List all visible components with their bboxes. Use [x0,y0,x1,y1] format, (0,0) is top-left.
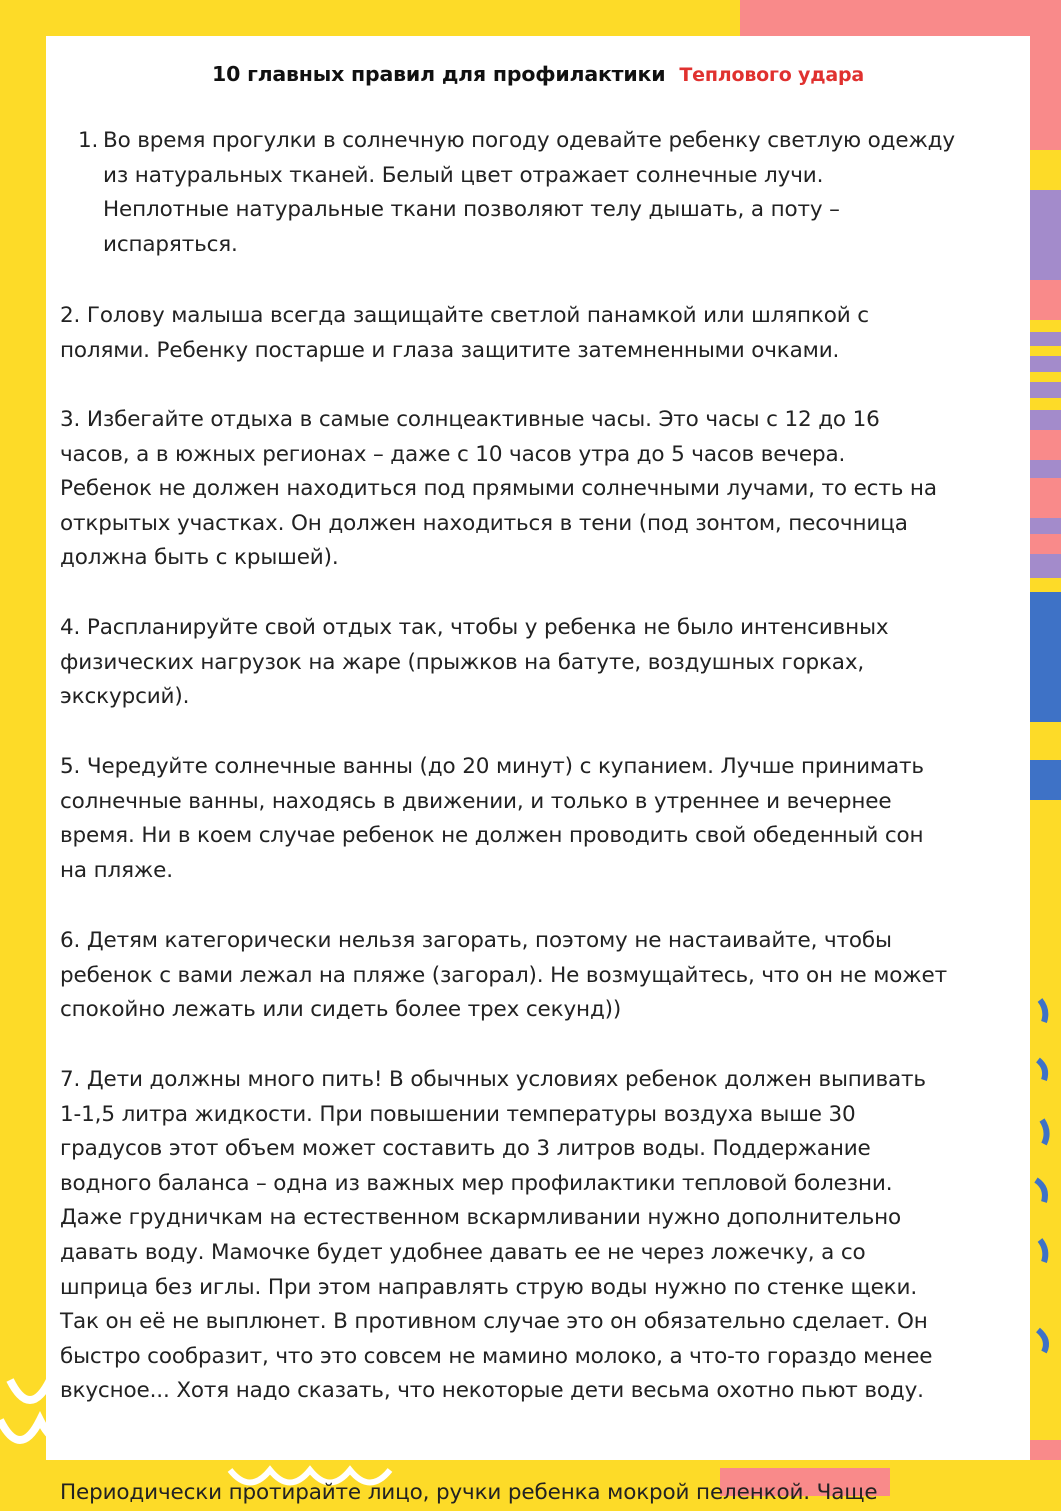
rule-7-line: вкусное... Хотя надо сказать, что некоторые дети весьма охотно пьют воду. [60,1378,924,1404]
rule-6-line: спокойно лежать или сидеть более трех секунд)) [60,997,622,1023]
rule-5-line: 5. Чередуйте солнечные ванны (до 20 минут) с купанием. Лучше принимать [60,754,924,779]
rule-7-line: градусов этот объем может составить до 3 литров воды. Поддержание [60,1136,871,1162]
rule-5-line: время. Ни в коем случае ребенок не должен проводить свой обеденный сон [60,823,924,849]
rule-2 [60,299,1020,368]
rule-5 [60,750,1020,888]
rule-7-line: 7. Дети должны много пить! В обычных условиях ребенок должен выпивать [60,1067,926,1092]
rule-2-line: полями. Ребенку постарше и глаза защитите затемненными очками. [60,337,840,363]
rule-1-number: 1. [78,128,99,153]
content-card [46,36,1030,1460]
rule-1-line: из натуральных тканей. Белый цвет отражает солнечные лучи. [103,162,824,188]
rule-3 [60,403,1020,576]
rule-4-line: физических нагрузок на жаре (прыжков на батуте, воздушных горках, [60,649,865,675]
rule-3-line: должна быть с крышей). [60,545,339,571]
rule-6-line: 6. Детям категорически нельзя загорать, поэтому не настаивайте, чтобы [60,928,892,953]
rule-1-line: испаряться. [103,231,238,257]
rule-3-line: Ребенок не должен находиться под прямыми солнечными лучами, то есть на [60,476,937,502]
overflow-text-line: Периодически протирайте лицо, ручки ребенка мокрой пеленкой. Чаще [60,1480,878,1505]
rule-2-line: 2. Голову малыша всегда защищайте светлой панамкой или шляпкой с [60,303,869,328]
rule-3-line: открытых участках. Он должен находиться в тени (под зонтом, песочница [60,510,908,536]
rule-7-line: Так он её не выплюнет. В противном случае это он обязательно сделает. Он [60,1309,928,1335]
rule-3-line: часов, а в южных регионах – даже с 10 часов утра до 5 часов вечера. [60,441,846,467]
rule-3-line: 3. Избегайте отдыха в самые солнцеактивные часы. Это часы с 12 до 16 [60,407,880,432]
rule-1-line: Неплотные натуральные ткани позволяют телу дышать, а поту – [103,197,840,223]
rule-4-line: 4. Распланируйте свой отдых так, чтобы у ребенка не было интенсивных [60,615,889,640]
rule-1-line: Во время прогулки в солнечную погоду одевайте ребенку светлую одежду [103,128,955,153]
rule-5-line: солнечные ванны, находясь в движении, и только в утреннее и вечернее [60,788,892,814]
rule-5-line: на пляже. [60,857,173,883]
page-title [46,62,1030,86]
rule-7 [60,1063,1020,1409]
rule-7-line: Даже грудничкам на естественном вскармливании нужно дополнительно [60,1205,902,1231]
title-accent: Теплового удара [679,64,864,86]
title-main: 10 главных правил для профилактики [212,62,666,86]
rule-7-line: шприца без иглы. При этом направлять струю воды нужно по стенке щеки. [60,1274,918,1300]
rule-7-line: давать воду. Мамочке будет удобнее давать ее не через ложечку, а со [60,1239,866,1265]
rule-7-line: водного баланса – одна из важных мер профилактики тепловой болезни. [60,1170,893,1196]
rule-6-line: ребенок с вами лежал на пляже (загорал). Не возмущайтесь, что он не может [60,962,947,988]
rule-1-body [103,124,955,262]
rule-7-line: 1-1,5 литра жидкости. При повышении температуры воздуха выше 30 [60,1101,856,1127]
rule-4-line: экскурсий). [60,684,190,710]
rule-4 [60,611,1020,715]
rule-7-line: быстро сообразит, что это совсем не мамино молоко, а что-то гораздо менее [60,1343,933,1369]
rule-6 [60,924,1020,1028]
